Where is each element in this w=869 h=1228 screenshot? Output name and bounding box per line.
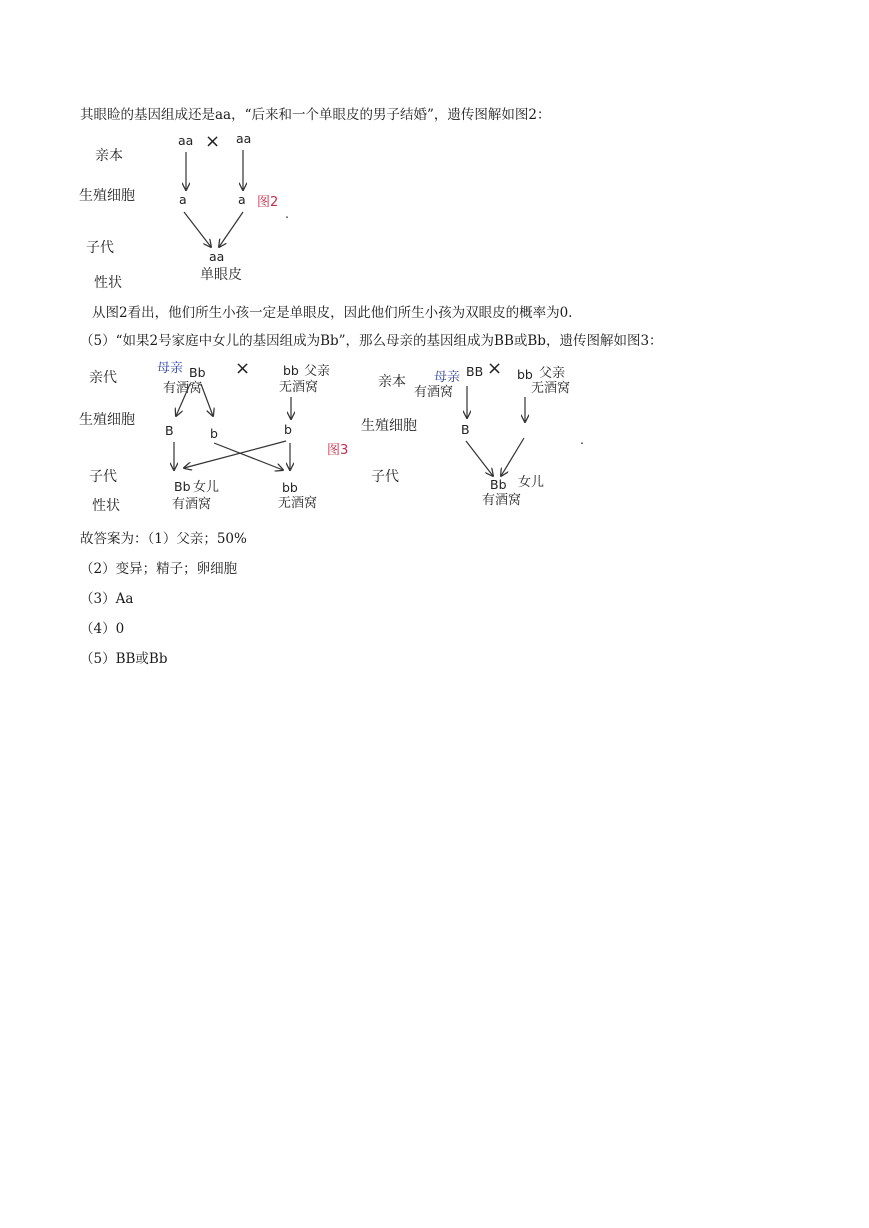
fig3a-mother-tag: 母亲 <box>157 361 184 376</box>
fig3a-gamete-B: B <box>165 423 174 438</box>
fig3a-gamete-b-mother: b <box>210 426 218 441</box>
fig3b-dot: . <box>580 432 584 447</box>
fig3a-arrow-father-child1 <box>184 441 286 468</box>
fig2-label: 图2 <box>257 195 279 210</box>
fig3a-arrow-b-child2 <box>214 443 283 470</box>
fig2-row-label-gametes: 生殖细胞 <box>79 188 135 204</box>
fig3a-row-label-offspring: 子代 <box>89 469 117 485</box>
fig2-arrow-right-merge <box>219 212 243 247</box>
fig3a-mother-trait: 有酒窝 <box>163 381 203 396</box>
fig3b-row-label-offspring: 子代 <box>371 469 399 485</box>
fig3a-child2-genotype: bb <box>282 480 298 495</box>
answer-4: （4）0 <box>80 621 125 637</box>
fig3a-father-trait: 无酒窝 <box>279 380 319 395</box>
fig3b-mother-trait: 有酒窝 <box>414 385 454 400</box>
fig3b-father-tag: 父亲 <box>539 366 566 381</box>
fig3a-label: 图3 <box>327 443 349 458</box>
fig3b-cross-symbol: × <box>487 358 503 379</box>
answer-2: （2）变异；精子；卵细胞 <box>80 561 238 577</box>
fig3b-child-trait: 有酒窝 <box>482 493 522 508</box>
fig2-parent-right: aa <box>236 131 252 146</box>
fig3b-child-genotype: Bb <box>490 477 507 492</box>
answer-3: （3）Aa <box>80 591 134 607</box>
fig3a-father-tag: 父亲 <box>304 364 331 379</box>
fig3b-mother-genotype: BB <box>466 364 484 379</box>
fig3b-row-label-parents: 亲本 <box>378 374 406 390</box>
fig2-row-label-parents: 亲本 <box>95 148 123 164</box>
fig3b-row-label-gametes: 生殖细胞 <box>361 418 417 434</box>
fig2-dot: . <box>285 206 289 221</box>
fig3a-child1-genotype: Bb <box>174 479 191 494</box>
paragraph-2: 从图2看出，他们所生小孩一定是单眼皮，因此他们所生小孩为双眼皮的概率为0. <box>92 305 573 321</box>
fig3a-row-label-parents: 亲代 <box>89 370 117 386</box>
fig2-parent-left: aa <box>178 133 194 148</box>
fig3a-child1-trait: 有酒窝 <box>172 497 212 512</box>
fig3a-row-label-trait: 性状 <box>92 498 120 514</box>
fig2-cross-symbol: × <box>205 131 221 152</box>
fig2-trait: 单眼皮 <box>200 267 242 283</box>
fig2-offspring-genotype: aa <box>209 249 225 264</box>
answer-5: （5）BB或Bb <box>80 651 168 667</box>
fig3a-father-genotype: bb <box>283 363 299 378</box>
fig3b-father-trait: 无酒窝 <box>531 381 571 396</box>
fig2-gamete-left: a <box>179 192 187 207</box>
fig3a-cross-symbol: × <box>235 358 251 379</box>
fig2-row-label-offspring: 子代 <box>86 240 114 256</box>
fig3b-gamete-B: B <box>461 422 470 437</box>
fig3a-arrow-mother-b <box>201 384 213 416</box>
answer-intro: 故答案为：（1）父亲；50% <box>80 531 247 547</box>
fig2-gamete-right: a <box>238 192 246 207</box>
fig3b-mother-tag: 母亲 <box>434 370 461 385</box>
fig3b-father-genotype: bb <box>517 367 533 382</box>
fig3a-mother-genotype: Bb <box>189 365 206 380</box>
fig2-arrow-left-merge <box>184 212 211 247</box>
fig3b-arrow-B-child <box>466 441 493 476</box>
fig3a-gamete-b-father: b <box>284 422 292 437</box>
fig3b-arrow-b-child <box>501 438 524 476</box>
fig3a-row-label-gametes: 生殖细胞 <box>79 412 135 428</box>
fig3b-child-tag: 女儿 <box>518 475 545 490</box>
fig2-row-label-trait: 性状 <box>94 275 122 291</box>
fig3a-child1-tag: 女儿 <box>193 480 220 495</box>
paragraph-1: 其眼睑的基因组成还是aa，“后来和一个单眼皮的男子结婚”，遗传图解如图2： <box>80 107 551 123</box>
paragraph-3: （5）“如果2号家庭中女儿的基因组成为Bb”，那么母亲的基因组成为BB或Bb，遗传图解如图3： <box>80 333 663 349</box>
fig3a-child2-trait: 无酒窝 <box>278 496 318 511</box>
